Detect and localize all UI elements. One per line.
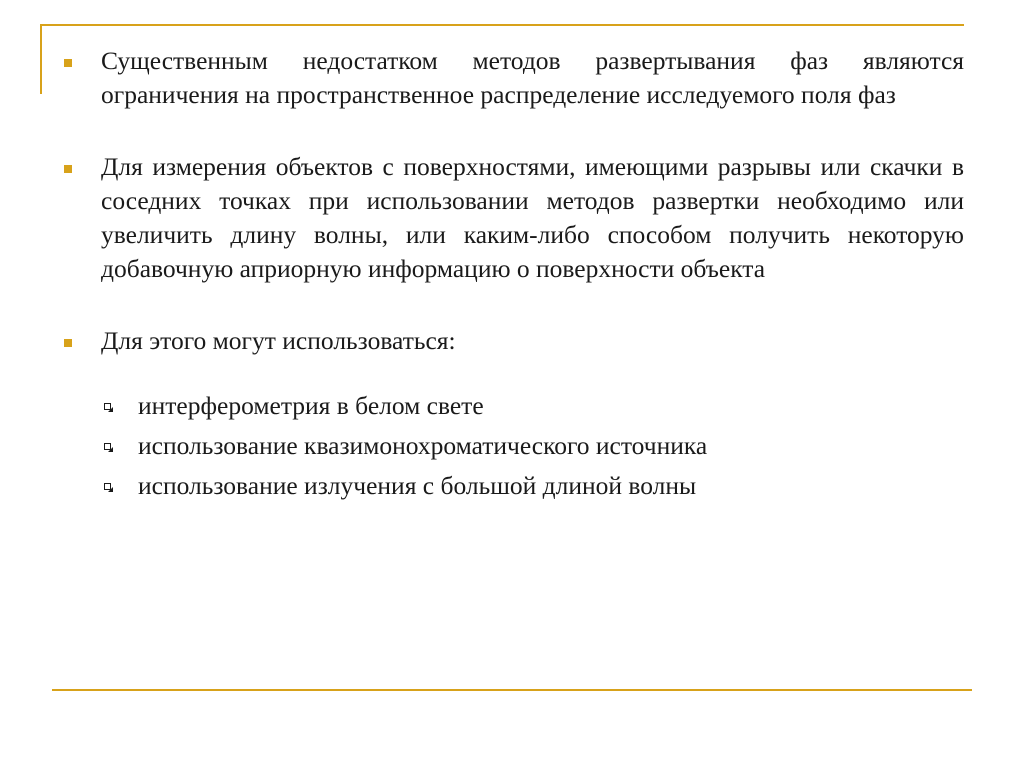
sub-item-text: использование излучения с большой длиной волны (138, 471, 697, 500)
square-bullet-icon (64, 59, 72, 67)
box-bullet-icon (104, 403, 111, 410)
slide-content (64, 44, 964, 506)
frame-top-line (40, 24, 964, 26)
square-bullet-icon (64, 339, 72, 347)
bullet-text: Существенным недостатком методов развертывания фаз являются ограничения на пространственное распределение исследуемого поля фаз (101, 46, 964, 109)
bullet-item (64, 150, 964, 286)
sub-item-text: использование квазимонохроматического источника (138, 431, 708, 460)
sub-list (64, 386, 964, 506)
box-bullet-icon (104, 483, 111, 490)
bullet-text: Для измерения объектов с поверхностями, имеющими разрывы или скачки в соседних точках при использовании методов развертки необходимо или увеличить длину волны, или каким-либо способом получить некоторую добавочную априорную информацию о поверхности объекта (101, 152, 964, 283)
sub-item-text: интерферометрия в белом свете (138, 391, 484, 420)
bullet-text: Для этого могут использоваться: (101, 326, 456, 355)
bullet-item (64, 324, 964, 358)
sub-list-item (64, 466, 964, 506)
square-bullet-icon (64, 165, 72, 173)
box-bullet-icon (104, 443, 111, 450)
sub-list-item (64, 386, 964, 426)
sub-list-item (64, 426, 964, 466)
frame-bottom-line (52, 689, 972, 691)
bullet-item (64, 44, 964, 112)
frame-left-line (40, 24, 42, 94)
